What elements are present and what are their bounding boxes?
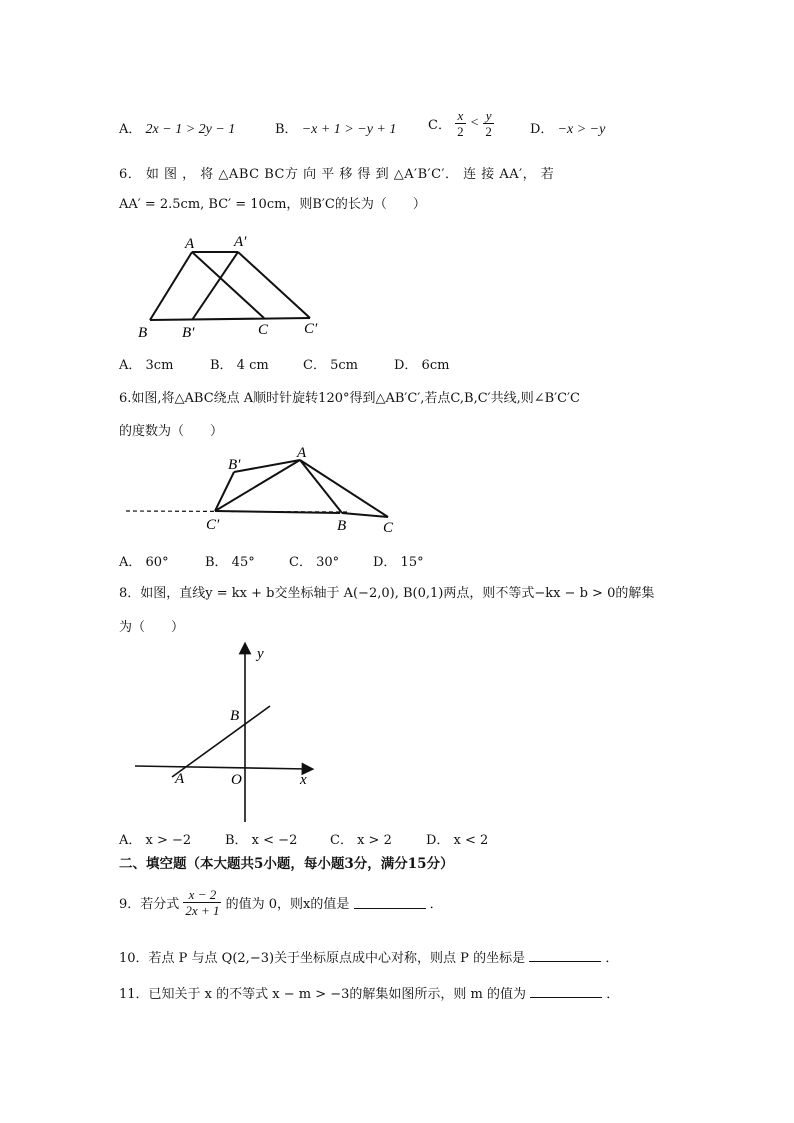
q8-coordinate-figure	[130, 640, 320, 825]
q6a-label-a-prime: A′	[234, 234, 247, 250]
q6a-line-a2b2	[192, 252, 238, 320]
q6a-option-a[interactable]: A． 3cm	[119, 358, 174, 373]
q6b-option-d[interactable]: D． 15°	[373, 555, 424, 570]
q8-label-b: B	[230, 708, 240, 724]
q6b-label-b-prime: B′	[228, 457, 241, 473]
q5-option-c[interactable]: C． $\frac{x}{2}$ < $\frac{y}{2}$	[428, 108, 492, 139]
q5-fraction-y: $\frac{y}{2}$	[485, 108, 492, 139]
q5-option-d[interactable]: D． −x > −y	[530, 122, 606, 137]
q6a-translation-figure	[130, 228, 330, 340]
q6b-rotation-figure	[120, 444, 410, 536]
q6b-line-ac	[300, 460, 388, 517]
q6a-option-d[interactable]: D． 6cm	[394, 358, 450, 373]
q6a-label-c-prime: C′	[304, 321, 318, 337]
q8-label-x: x	[300, 772, 307, 788]
section-2-title: 二、填空题（本大题共5小题，每小题3分，满分15分）	[119, 856, 454, 872]
q8-label-o: O	[231, 772, 242, 788]
q6b-question-line1: 6.如图,将△ABC绕点 A顺时针旋转120°得到△AB′C′,若点C,B,C′共线,则∠B′C′C	[119, 391, 580, 406]
q8-label-y: y	[257, 646, 264, 662]
q11-question: 11．已知关于 x 的不等式 x − m > −3的解集如图所示，则 m 的值为 ．	[119, 987, 620, 1002]
q6a-option-c[interactable]: C． 5cm	[303, 358, 358, 373]
q11-answer-blank[interactable]	[530, 985, 602, 998]
q9-fraction: $\frac{x - 2}{2x + 1}$	[185, 887, 220, 918]
q5-option-a[interactable]: A． 2x − 1 > 2y − 1	[119, 122, 236, 137]
q8-label-a: A	[175, 771, 185, 787]
q8-option-a[interactable]: A． x > −2	[119, 833, 192, 848]
q8-x-axis	[135, 766, 308, 769]
q6a-question-line2: AA′ = 2.5cm, BC′ = 10cm，则B′C的长为（ ）	[119, 197, 426, 212]
q10-answer-blank[interactable]	[529, 949, 601, 962]
q6a-line-a2c2	[238, 252, 310, 318]
q6a-label-a: A	[185, 236, 195, 252]
q8-question-line2: 为（ ）	[119, 620, 185, 635]
q8-option-d[interactable]: D． x < 2	[426, 833, 489, 848]
q6b-question-line2: 的度数为（ ）	[119, 424, 224, 439]
q6a-line-ac	[192, 252, 264, 318]
q6a-option-b[interactable]: B． 4 cm	[210, 358, 269, 373]
q6a-label-b: B	[138, 325, 148, 340]
q6a-label-b-prime: B′	[182, 325, 195, 340]
q5-option-b[interactable]: B． −x + 1 > −y + 1	[275, 122, 397, 137]
q6b-label-c: C	[383, 520, 394, 536]
q6b-label-b: B	[337, 518, 347, 534]
q6b-option-c[interactable]: C． 30°	[289, 555, 340, 570]
q6b-option-b[interactable]: B． 45°	[205, 555, 255, 570]
q6b-line-c2c	[215, 511, 340, 513]
q6a-question-line1: 6． 如 图 ， 将 △ABC BC方 向 平 移 得 到 △A′B′C′． 连 接 AA′， 若	[119, 167, 555, 182]
q5-fraction-x: $\frac{x}{2}$	[457, 108, 464, 139]
q9-question: 9．若分式 $\frac{x - 2}{2x + 1}$ 的值为 0，则x的值是 ．	[119, 887, 443, 918]
q10-question: 10．若点 P 与点 Q(2,−3)关于坐标原点成中心对称，则点 P 的坐标是 ．	[119, 951, 619, 966]
q8-question-line1: 8．如图，直线y = kx + b交坐标轴于 A(−2,0), B(0,1)两点，则不等式−kx − b > 0的解集	[119, 586, 655, 601]
q6a-label-c: C	[258, 322, 269, 338]
q6b-line-ab	[300, 460, 342, 513]
q6b-label-a: A	[297, 445, 307, 461]
q6a-line-ab	[150, 252, 192, 320]
q6b-option-a[interactable]: A． 60°	[119, 555, 169, 570]
q9-answer-blank[interactable]	[354, 896, 426, 909]
q6a-line-bc2	[150, 318, 310, 320]
q8-option-b[interactable]: B． x < −2	[225, 833, 298, 848]
q6b-label-c-prime: C′	[206, 517, 220, 533]
q8-line-ab	[172, 706, 270, 777]
q8-option-c[interactable]: C． x > 2	[330, 833, 392, 848]
